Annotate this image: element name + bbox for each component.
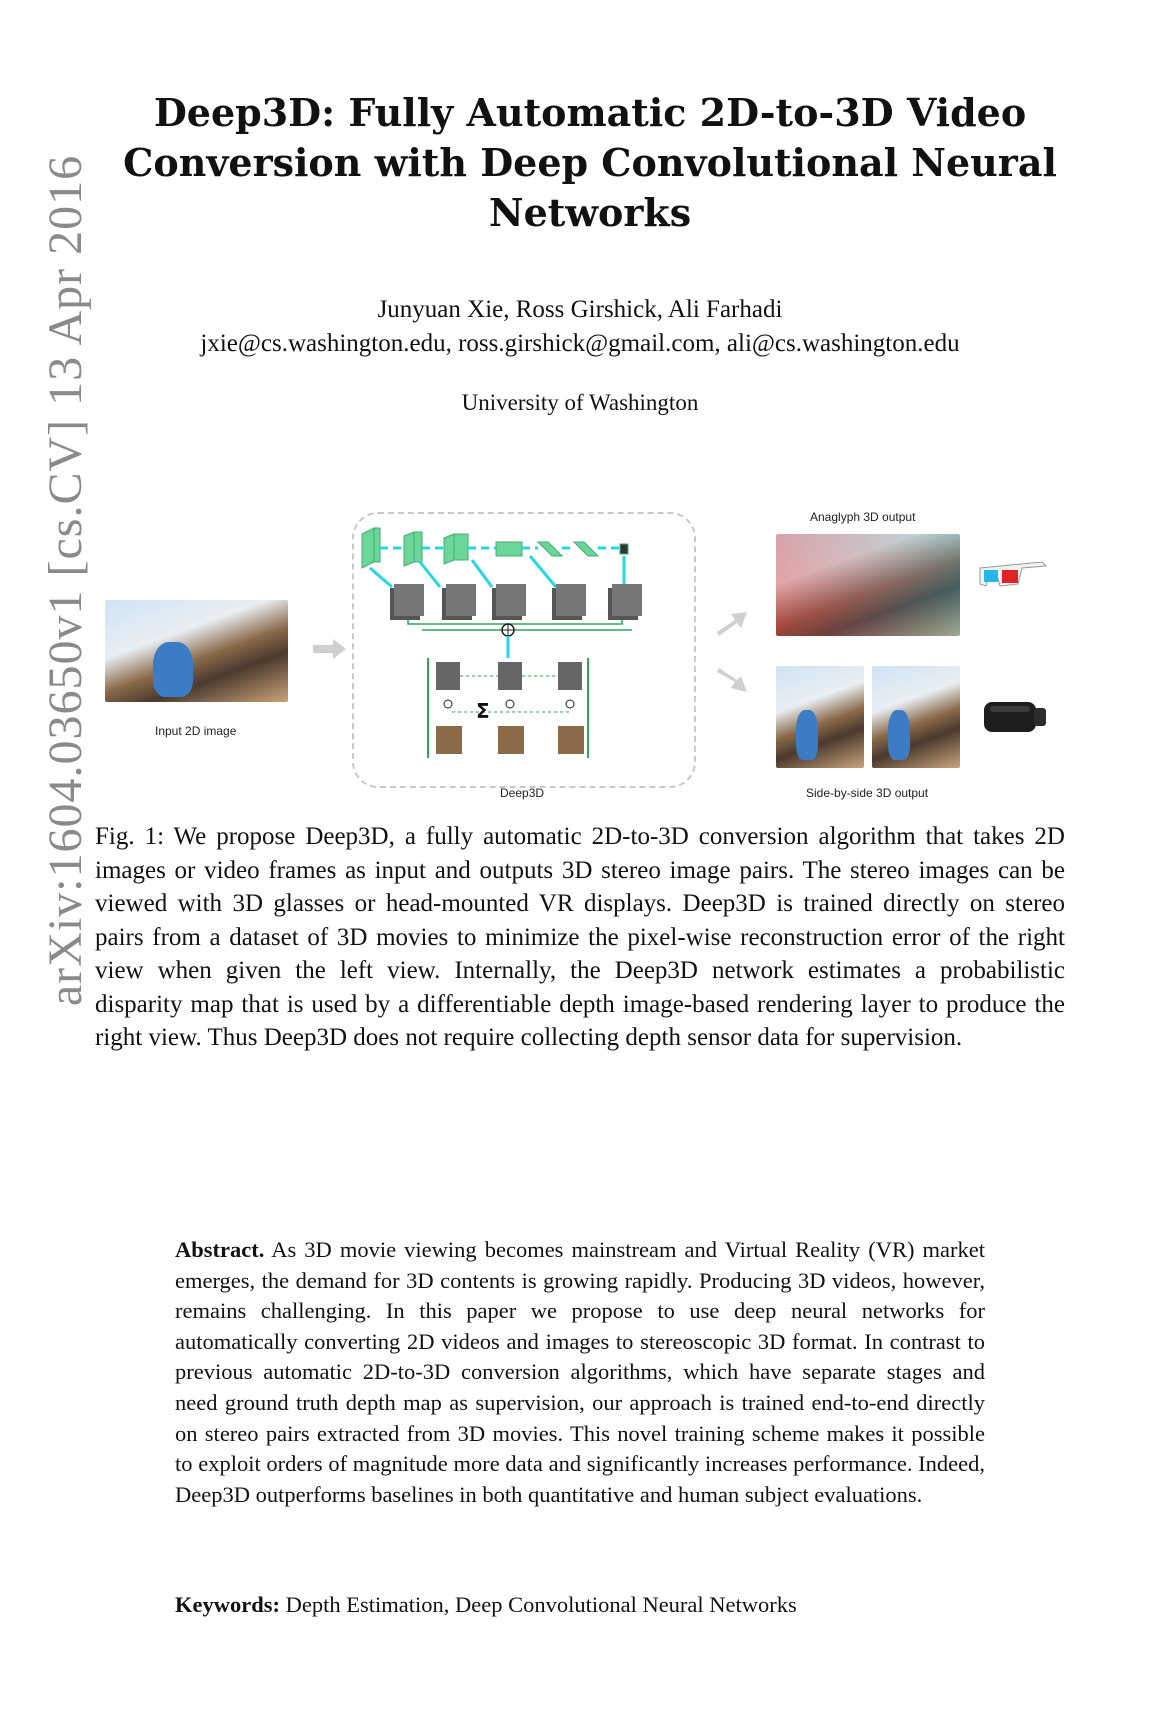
- paper-authors: Junyuan Xie, Ross Girshick, Ali Farhadi: [377, 296, 783, 323]
- input-image-label: Input 2D image: [155, 724, 237, 738]
- feature-maps: [390, 584, 642, 620]
- arxiv-identifier: arXiv:1604.03650v1 [cs.CV] 13 Apr 2016: [39, 154, 93, 1006]
- keywords-text: Depth Estimation, Deep Convolutional Neural Networks: [285, 1592, 797, 1617]
- abstract-text: As 3D movie viewing becomes mainstream and Virtual Reality (VR) market emerges, the demand for 3D contents is growing rapidly. Producing 3D videos, however, remains challenging. In this paper we propose to use deep neural networks for automatically converting 2D videos and images to stereoscopic 3D format. In contrast to previous automatic 2D-to-3D conversion algorithms, which have separate stages and need ground truth depth map as supervision, our approach is trained end-to-end directly on stereo pairs extracted from 3D movies. This novel training scheme makes it possible to exploit orders of magnitude more data and significantly increases performance. Indeed, Deep3D outperforms baselines in both quantitative and human subject evaluations.: [175, 1237, 985, 1507]
- anaglyph-output-image: [776, 534, 960, 636]
- anaglyph-arrow: [715, 608, 749, 638]
- deep3d-label: Deep3D: [500, 786, 545, 800]
- sbs-label: Side-by-side 3D output: [806, 786, 929, 800]
- sbs-right-image: [872, 666, 960, 768]
- paper-affiliation: University of Washington: [461, 390, 699, 415]
- keywords: [175, 1592, 995, 1618]
- merge-lines: [408, 620, 632, 630]
- sbs-arrow: [715, 666, 749, 696]
- paper-emails: jxie@cs.washington.edu, ross.girshick@gmail.com, ali@cs.washington.edu: [200, 330, 960, 357]
- input-image: [105, 600, 288, 702]
- paper-title: Deep3D: Fully Automatic 2D-to-3D Video Conversion with Deep Convolutional Neural Networks: [123, 90, 1057, 235]
- figure-caption: Fig. 1: We propose Deep3D, a fully automatic 2D-to-3D conversion algorithm that takes 2D images or video frames as input and outputs 3D stereo image pairs. The stereo images can be viewed with 3D glasses or head-mounted VR displays. Deep3D is trained directly on stereo pairs from a dataset of 3D movies to minimize the pixel-wise reconstruction error of the right view when given the left view. Internally, the Deep3D network estimates a probabilistic disparity map that is used by a differentiable depth image-based rendering layer to produce the right view. Thus Deep3D does not require collecting depth sensor data for supervision.: [95, 823, 1065, 1051]
- keywords-label: Keywords:: [175, 1592, 280, 1617]
- 3d-glasses-icon: [978, 558, 1048, 594]
- deep3d-network-diagram: [352, 512, 696, 788]
- vr-headset-icon: [980, 694, 1050, 738]
- input-arrow: [313, 638, 347, 660]
- input-image-subject: [153, 642, 193, 697]
- figure-1: [90, 498, 1070, 818]
- abstract: [175, 1235, 985, 1510]
- anaglyph-label: Anaglyph 3D output: [810, 510, 916, 524]
- sbs-left-image: [776, 666, 864, 768]
- sigma-symbol: Σ: [476, 699, 490, 723]
- abstract-label: Abstract.: [175, 1237, 265, 1262]
